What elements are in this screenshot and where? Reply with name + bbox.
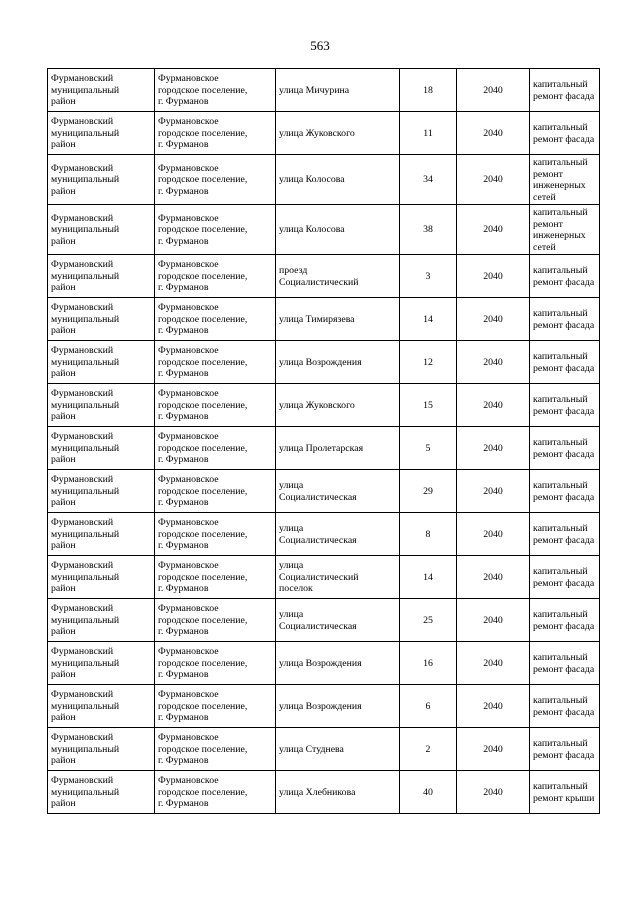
district-cell-text: Фурмановский муниципальный район xyxy=(51,345,120,380)
street-cell-text: улица Возрождения xyxy=(279,700,362,712)
district-cell-text: Фурмановский муниципальный район xyxy=(51,259,120,294)
house-number-cell xyxy=(400,728,457,771)
house-number-cell-text: 15 xyxy=(423,399,433,411)
year-cell-text: 2040 xyxy=(483,84,503,96)
street-cell xyxy=(276,205,400,255)
district-cell xyxy=(48,205,155,255)
settlement-cell xyxy=(155,556,276,599)
year-cell-text: 2040 xyxy=(483,174,503,186)
table-row xyxy=(48,112,600,155)
district-cell xyxy=(48,112,155,155)
year-cell-text: 2040 xyxy=(483,270,503,282)
work-type-cell xyxy=(530,384,600,427)
house-number-cell xyxy=(400,771,457,814)
table-row xyxy=(48,298,600,341)
house-number-cell xyxy=(400,599,457,642)
settlement-cell-text: Фурмановское городское поселение, г. Фурманов xyxy=(158,560,248,595)
settlement-cell-text: Фурмановское городское поселение, г. Фурманов xyxy=(158,603,248,638)
settlement-cell-text: Фурмановское городское поселение, г. Фурманов xyxy=(158,302,248,337)
work-type-cell xyxy=(530,771,600,814)
settlement-cell xyxy=(155,513,276,556)
street-cell-text: улица Жуковского xyxy=(279,127,355,139)
house-number-cell xyxy=(400,556,457,599)
settlement-cell-text: Фурмановское городское поселение, г. Фурманов xyxy=(158,73,248,108)
settlement-cell xyxy=(155,112,276,155)
work-type-cell xyxy=(530,341,600,384)
district-cell xyxy=(48,556,155,599)
work-type-cell xyxy=(530,298,600,341)
house-number-cell-text: 8 xyxy=(425,528,431,540)
settlement-cell-text: Фурмановское городское поселение, г. Фурманов xyxy=(158,345,248,380)
table-row xyxy=(48,470,600,513)
street-cell xyxy=(276,470,400,513)
house-number-cell-text: 29 xyxy=(423,485,433,497)
district-cell xyxy=(48,255,155,298)
work-type-cell-text: капитальный ремонт фасада xyxy=(533,265,595,288)
settlement-cell-text: Фурмановское городское поселение, г. Фурманов xyxy=(158,162,248,197)
street-cell xyxy=(276,728,400,771)
district-cell xyxy=(48,685,155,728)
house-number-cell-text: 14 xyxy=(423,571,433,583)
street-cell-text: улица Социалистическая xyxy=(279,609,357,632)
work-type-cell-text: капитальный ремонт фасада xyxy=(533,523,595,546)
house-number-cell-text: 11 xyxy=(423,127,433,139)
street-cell xyxy=(276,771,400,814)
work-type-cell xyxy=(530,642,600,685)
year-cell xyxy=(457,69,530,112)
street-cell-text: улица Колосова xyxy=(279,174,345,186)
district-cell-text: Фурмановский муниципальный район xyxy=(51,388,120,423)
table-row xyxy=(48,642,600,685)
year-cell xyxy=(457,599,530,642)
street-cell-text: улица Студнева xyxy=(279,743,344,755)
table-row xyxy=(48,728,600,771)
work-type-cell xyxy=(530,599,600,642)
work-type-cell xyxy=(530,112,600,155)
house-number-cell xyxy=(400,205,457,255)
house-number-cell-text: 12 xyxy=(423,356,433,368)
street-cell-text: улица Возрождения xyxy=(279,356,362,368)
street-cell-text: улица Социалистическая xyxy=(279,480,357,503)
year-cell-text: 2040 xyxy=(483,224,503,236)
district-cell-text: Фурмановский муниципальный район xyxy=(51,517,120,552)
settlement-cell xyxy=(155,155,276,205)
street-cell xyxy=(276,556,400,599)
house-number-cell xyxy=(400,685,457,728)
year-cell xyxy=(457,642,530,685)
settlement-cell-text: Фурмановское городское поселение, г. Фурманов xyxy=(158,259,248,294)
table-row xyxy=(48,685,600,728)
page-number: 563 xyxy=(310,38,330,53)
work-type-cell-text: капитальный ремонт фасада xyxy=(533,437,595,460)
year-cell xyxy=(457,205,530,255)
year-cell-text: 2040 xyxy=(483,786,503,798)
settlement-cell xyxy=(155,384,276,427)
district-cell-text: Фурмановский муниципальный район xyxy=(51,212,120,247)
house-number-cell xyxy=(400,642,457,685)
year-cell xyxy=(457,728,530,771)
street-cell xyxy=(276,513,400,556)
year-cell xyxy=(457,384,530,427)
settlement-cell xyxy=(155,642,276,685)
district-cell xyxy=(48,771,155,814)
work-type-cell xyxy=(530,427,600,470)
district-cell-text: Фурмановский муниципальный район xyxy=(51,474,120,509)
settlement-cell-text: Фурмановское городское поселение, г. Фурманов xyxy=(158,732,248,767)
street-cell xyxy=(276,298,400,341)
housing-repair-table xyxy=(47,68,600,814)
house-number-cell-text: 34 xyxy=(423,174,433,186)
table-row xyxy=(48,384,600,427)
work-type-cell xyxy=(530,556,600,599)
settlement-cell xyxy=(155,205,276,255)
year-cell xyxy=(457,341,530,384)
district-cell-text: Фурмановский муниципальный район xyxy=(51,646,120,681)
house-number-cell xyxy=(400,513,457,556)
house-number-cell-text: 3 xyxy=(425,270,431,282)
district-cell xyxy=(48,427,155,470)
work-type-cell xyxy=(530,205,600,255)
house-number-cell xyxy=(400,427,457,470)
street-cell xyxy=(276,599,400,642)
table-row xyxy=(48,513,600,556)
work-type-cell-text: капитальный ремонт фасада xyxy=(533,738,595,761)
work-type-cell-text: капитальный ремонт фасада xyxy=(533,566,595,589)
house-number-cell-text: 16 xyxy=(423,657,433,669)
year-cell-text: 2040 xyxy=(483,127,503,139)
table-row xyxy=(48,771,600,814)
year-cell xyxy=(457,112,530,155)
work-type-cell-text: капитальный ремонт фасада xyxy=(533,480,595,503)
street-cell xyxy=(276,685,400,728)
work-type-cell-text: капитальный ремонт фасада xyxy=(533,695,595,718)
district-cell-text: Фурмановский муниципальный район xyxy=(51,431,120,466)
work-type-cell-text: капитальный ремонт фасада xyxy=(533,79,595,102)
settlement-cell-text: Фурмановское городское поселение, г. Фурманов xyxy=(158,689,248,724)
table-row xyxy=(48,255,600,298)
year-cell-text: 2040 xyxy=(483,614,503,626)
house-number-cell-text: 14 xyxy=(423,313,433,325)
settlement-cell-text: Фурмановское городское поселение, г. Фурманов xyxy=(158,388,248,423)
district-cell xyxy=(48,599,155,642)
year-cell-text: 2040 xyxy=(483,442,503,454)
district-cell-text: Фурмановский муниципальный район xyxy=(51,302,120,337)
table-row xyxy=(48,556,600,599)
house-number-cell xyxy=(400,384,457,427)
street-cell-text: проезд Социалистический xyxy=(279,265,359,288)
work-type-cell-text: капитальный ремонт фасада xyxy=(533,351,595,374)
street-cell-text: улица Хлебникова xyxy=(279,786,356,798)
year-cell xyxy=(457,513,530,556)
district-cell xyxy=(48,728,155,771)
work-type-cell xyxy=(530,470,600,513)
work-type-cell-text: капитальный ремонт фасада xyxy=(533,394,595,417)
work-type-cell xyxy=(530,685,600,728)
table-row xyxy=(48,427,600,470)
settlement-cell xyxy=(155,427,276,470)
house-number-cell xyxy=(400,69,457,112)
house-number-cell xyxy=(400,341,457,384)
district-cell-text: Фурмановский муниципальный район xyxy=(51,603,120,638)
work-type-cell xyxy=(530,255,600,298)
year-cell xyxy=(457,255,530,298)
house-number-cell-text: 5 xyxy=(425,442,431,454)
year-cell-text: 2040 xyxy=(483,528,503,540)
year-cell xyxy=(457,298,530,341)
work-type-cell xyxy=(530,69,600,112)
settlement-cell-text: Фурмановское городское поселение, г. Фурманов xyxy=(158,212,248,247)
settlement-cell-text: Фурмановское городское поселение, г. Фурманов xyxy=(158,775,248,810)
year-cell-text: 2040 xyxy=(483,485,503,497)
district-cell xyxy=(48,341,155,384)
settlement-cell xyxy=(155,341,276,384)
settlement-cell-text: Фурмановское городское поселение, г. Фурманов xyxy=(158,517,248,552)
street-cell-text: улица Колосова xyxy=(279,224,345,236)
table-body xyxy=(48,69,600,814)
district-cell-text: Фурмановский муниципальный район xyxy=(51,689,120,724)
settlement-cell-text: Фурмановское городское поселение, г. Фурманов xyxy=(158,646,248,681)
district-cell xyxy=(48,69,155,112)
year-cell xyxy=(457,155,530,205)
street-cell-text: улица Социалистическая xyxy=(279,523,357,546)
settlement-cell xyxy=(155,470,276,513)
street-cell xyxy=(276,255,400,298)
district-cell-text: Фурмановский муниципальный район xyxy=(51,73,120,108)
work-type-cell-text: капитальный ремонт крыши xyxy=(533,781,595,804)
district-cell-text: Фурмановский муниципальный район xyxy=(51,560,120,595)
table-row xyxy=(48,155,600,205)
district-cell-text: Фурмановский муниципальный район xyxy=(51,775,120,810)
year-cell-text: 2040 xyxy=(483,657,503,669)
settlement-cell xyxy=(155,69,276,112)
year-cell xyxy=(457,427,530,470)
year-cell xyxy=(457,771,530,814)
house-number-cell xyxy=(400,298,457,341)
table-row xyxy=(48,69,600,112)
street-cell-text: улица Социалистический поселок xyxy=(279,560,359,595)
settlement-cell-text: Фурмановское городское поселение, г. Фурманов xyxy=(158,116,248,151)
house-number-cell-text: 40 xyxy=(423,786,433,798)
work-type-cell xyxy=(530,513,600,556)
table-row xyxy=(48,599,600,642)
year-cell xyxy=(457,470,530,513)
year-cell-text: 2040 xyxy=(483,356,503,368)
settlement-cell-text: Фурмановское городское поселение, г. Фурманов xyxy=(158,474,248,509)
year-cell-text: 2040 xyxy=(483,571,503,583)
street-cell-text: улица Жуковского xyxy=(279,399,355,411)
street-cell xyxy=(276,427,400,470)
work-type-cell-text: капитальный ремонт фасада xyxy=(533,122,595,145)
settlement-cell xyxy=(155,255,276,298)
settlement-cell-text: Фурмановское городское поселение, г. Фурманов xyxy=(158,431,248,466)
settlement-cell xyxy=(155,685,276,728)
house-number-cell xyxy=(400,155,457,205)
settlement-cell xyxy=(155,599,276,642)
house-number-cell-text: 25 xyxy=(423,614,433,626)
year-cell xyxy=(457,556,530,599)
settlement-cell xyxy=(155,771,276,814)
table-row xyxy=(48,341,600,384)
year-cell-text: 2040 xyxy=(483,313,503,325)
district-cell-text: Фурмановский муниципальный район xyxy=(51,732,120,767)
work-type-cell-text: капитальный ремонт инженерных сетей xyxy=(533,157,588,203)
district-cell-text: Фурмановский муниципальный район xyxy=(51,162,120,197)
district-cell xyxy=(48,155,155,205)
house-number-cell xyxy=(400,112,457,155)
work-type-cell-text: капитальный ремонт фасада xyxy=(533,308,595,331)
district-cell-text: Фурмановский муниципальный район xyxy=(51,116,120,151)
settlement-cell xyxy=(155,728,276,771)
street-cell-text: улица Мичурина xyxy=(279,84,350,96)
district-cell xyxy=(48,470,155,513)
year-cell-text: 2040 xyxy=(483,399,503,411)
street-cell xyxy=(276,112,400,155)
work-type-cell xyxy=(530,155,600,205)
street-cell xyxy=(276,341,400,384)
district-cell xyxy=(48,513,155,556)
street-cell xyxy=(276,69,400,112)
street-cell xyxy=(276,384,400,427)
street-cell-text: улица Возрождения xyxy=(279,657,362,669)
district-cell xyxy=(48,298,155,341)
district-cell xyxy=(48,642,155,685)
house-number-cell-text: 38 xyxy=(423,224,433,236)
house-number-cell xyxy=(400,470,457,513)
table-row xyxy=(48,205,600,255)
work-type-cell-text: капитальный ремонт фасада xyxy=(533,652,595,675)
house-number-cell xyxy=(400,255,457,298)
work-type-cell-text: капитальный ремонт инженерных сетей xyxy=(533,207,588,253)
street-cell xyxy=(276,642,400,685)
year-cell-text: 2040 xyxy=(483,700,503,712)
work-type-cell xyxy=(530,728,600,771)
street-cell-text: улица Пролетарская xyxy=(279,442,364,454)
house-number-cell-text: 2 xyxy=(425,743,431,755)
house-number-cell-text: 18 xyxy=(423,84,433,96)
settlement-cell xyxy=(155,298,276,341)
district-cell xyxy=(48,384,155,427)
year-cell xyxy=(457,685,530,728)
work-type-cell-text: капитальный ремонт фасада xyxy=(533,609,595,632)
street-cell-text: улица Тимирязева xyxy=(279,313,355,325)
street-cell xyxy=(276,155,400,205)
year-cell-text: 2040 xyxy=(483,743,503,755)
house-number-cell-text: 6 xyxy=(425,700,431,712)
